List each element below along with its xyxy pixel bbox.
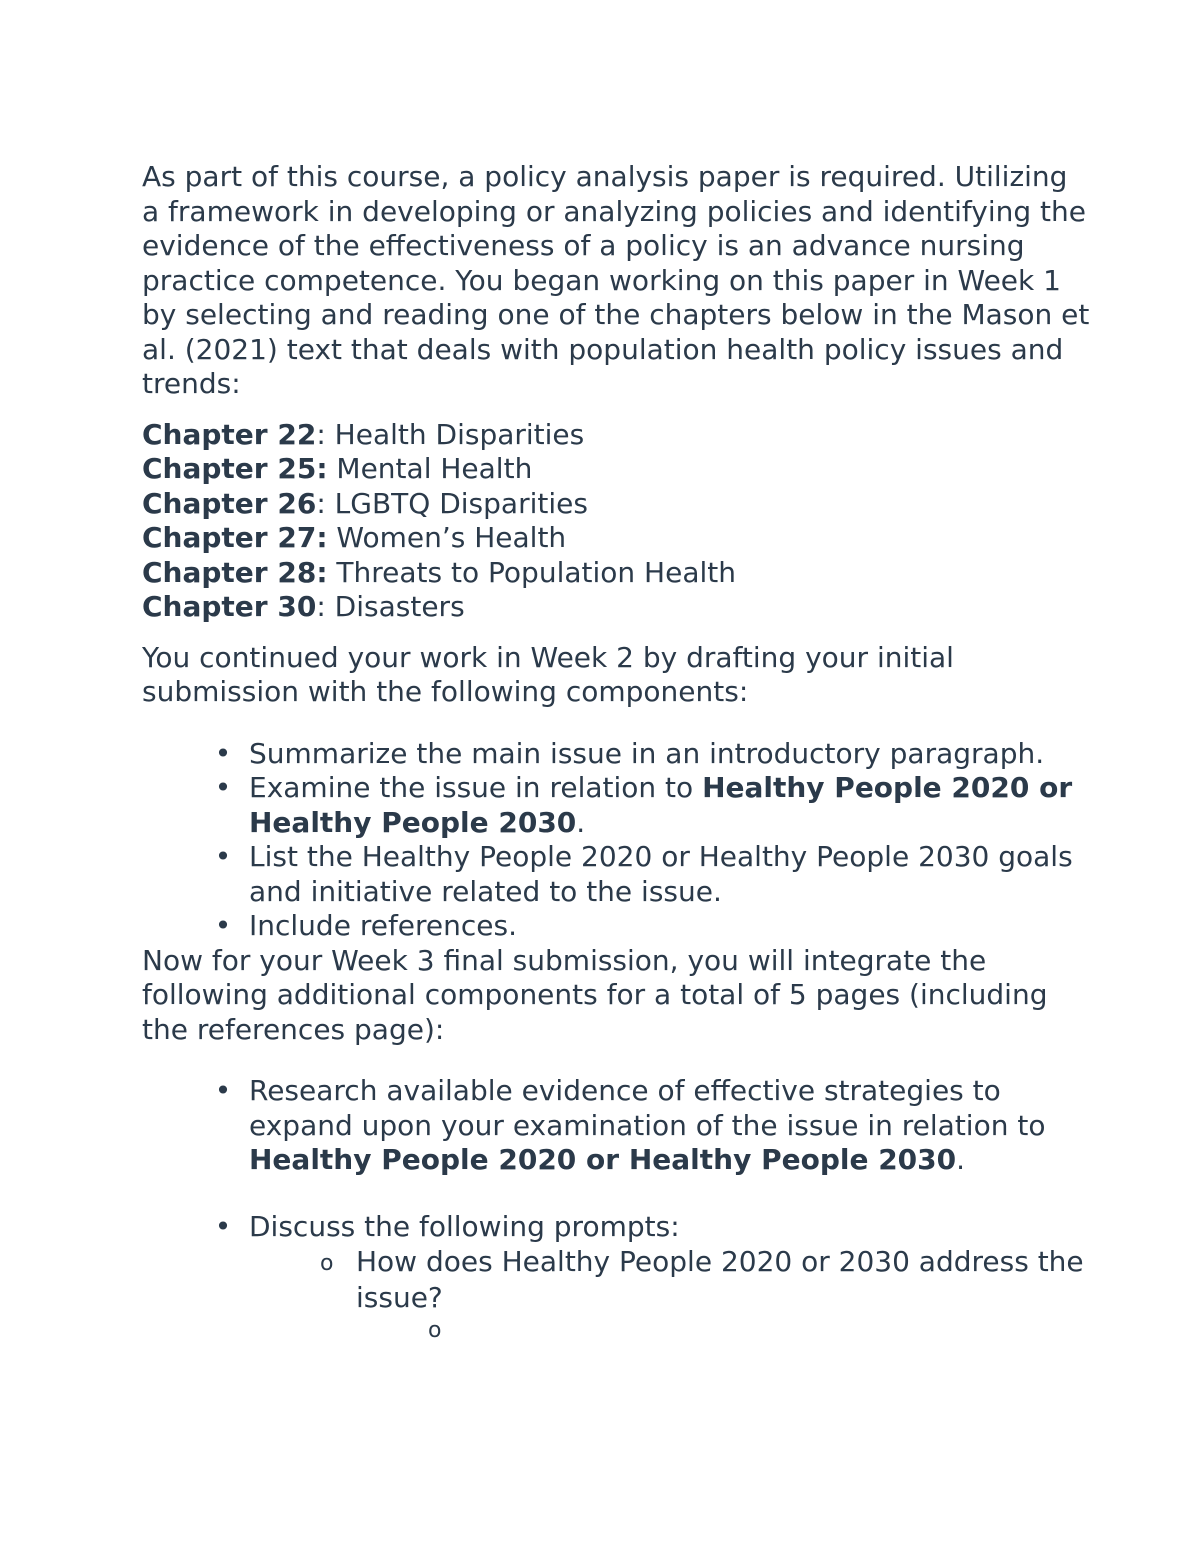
week3-paragraph: Now for your Week 3 final submission, you will integrate the following additional components for a total of 5 pages (including the references page): <box>142 943 1048 1046</box>
chapter-item <box>142 487 1092 522</box>
chapter-title: Threats to Population Health <box>336 555 736 589</box>
empty-sub-list-item <box>142 1316 1092 1352</box>
list-item: • Research available evidence of effective strategies to expand upon your examination of the issue in relation to Healthy People 2020 or Healthy People 2030. <box>214 1074 1046 1176</box>
sub-list-item: o How does Healthy People 2020 or 2030 address the issue? <box>320 1245 1084 1314</box>
spacer <box>142 1178 1092 1210</box>
chapter-title: Mental Health <box>336 452 533 485</box>
week2-paragraph: You continued your work in Week 2 by drafting your initial submission with the following components: <box>142 640 954 708</box>
chapter-list <box>142 418 1092 625</box>
chapter-label: Chapter 22 <box>142 417 317 451</box>
bullet-icon: • <box>214 771 232 804</box>
bullet-icon: • <box>214 1074 232 1107</box>
week2-component-list <box>142 737 1092 944</box>
bullet-icon: • <box>214 840 232 873</box>
document-page <box>142 160 1092 1352</box>
chapter-title: Health Disparities <box>334 417 585 451</box>
chapter-label: Chapter 25: <box>142 452 328 485</box>
list-item: • Examine the issue in relation to Healthy People 2020 or Healthy People 2030. <box>214 771 1073 839</box>
bullet-icon: • <box>214 736 232 770</box>
chapter-title: Women’s Health <box>336 521 567 554</box>
week3-component-list <box>142 1074 1092 1178</box>
chapter-title: Disasters <box>334 590 465 623</box>
chapter-label: Chapter 30 <box>142 590 317 623</box>
chapter-item <box>142 590 1092 625</box>
week3-prompt-list <box>142 1210 1092 1317</box>
chapter-sep: : <box>316 590 335 623</box>
list-item: • Discuss the following prompts: o How does Healthy People 2020 or 2030 address the issue? <box>142 1210 1092 1317</box>
chapter-title: LGBTQ Disparities <box>334 486 588 520</box>
chapter-sep: : <box>316 486 335 520</box>
chapter-item <box>142 452 1092 487</box>
chapter-label: Chapter 28: <box>142 555 328 589</box>
circle-bullet-icon: o <box>320 1251 334 1276</box>
bullet-icon: • <box>214 1209 232 1243</box>
bullet-icon: • <box>214 909 232 942</box>
chapter-label: Chapter 26 <box>142 486 317 520</box>
chapter-item <box>142 418 1092 453</box>
chapter-label: Chapter 27: <box>142 521 328 554</box>
list-item: • Include references. <box>214 909 518 942</box>
sub-list <box>249 1244 1092 1316</box>
circle-bullet-icon: o <box>428 1318 442 1343</box>
chapter-sep: : <box>316 417 335 451</box>
chapter-item <box>142 521 1092 556</box>
list-item: • List the Healthy People 2020 or Healthy People 2030 goals and initiative related to the issue. <box>214 840 1073 908</box>
chapter-item <box>142 556 1092 591</box>
intro-paragraph: As part of this course, a policy analysis paper is required. Utilizing a framework in developing or analyzing policies and identifying the evidence of the effectiveness of a policy is an advance nursing practice competence. You began working on this paper in Week 1 by selecting and reading one of the chapters below in the Mason et al. (2021) text that deals with population health policy issues and trends: <box>142 160 1090 400</box>
list-item: • Summarize the main issue in an introductory paragraph. <box>214 736 1045 770</box>
